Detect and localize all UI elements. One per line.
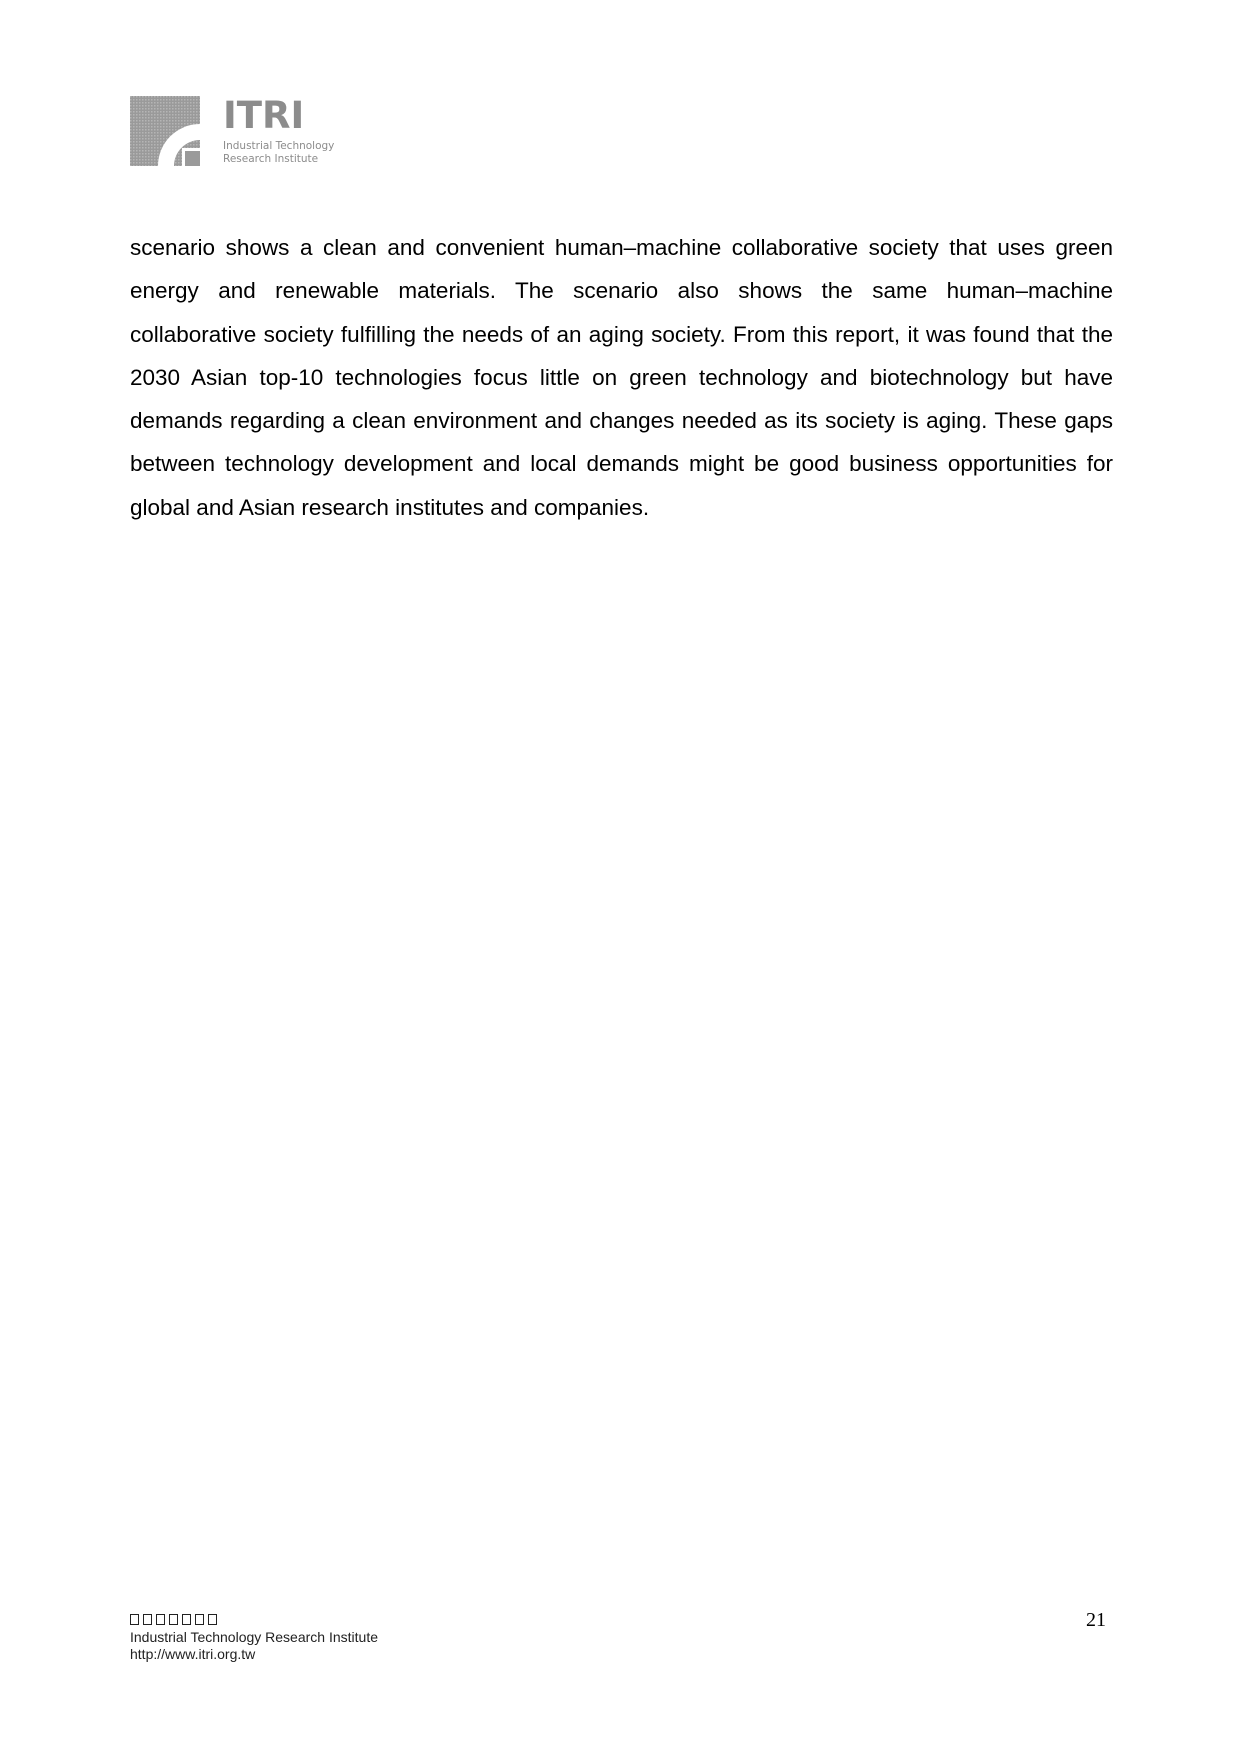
missing-glyph-box: [156, 1614, 165, 1625]
missing-glyph-box: [182, 1614, 191, 1625]
footer-institute-name: Industrial Technology Research Institute: [130, 1629, 378, 1645]
itri-emblem-icon: [130, 96, 200, 166]
missing-glyph-box: [208, 1614, 217, 1625]
missing-glyph-box: [130, 1614, 139, 1625]
missing-glyph-box: [169, 1614, 178, 1625]
footer-placeholder-glyphs: [130, 1612, 378, 1626]
footer: [130, 1612, 378, 1663]
body-paragraph: scenario shows a clean and convenient human–machine collaborative society that uses green energy and renewable materials. The scenario also shows the same human–machine collaborative society fulfilling the needs of an aging society. From this report, it was found that the 2030 Asian top-10 technologies focus little on green technology and biotechnology but have demands regarding a clean environment and changes needed as its society is aging. These gaps between technology development and local demands might be good business opportunities for global and Asian research institutes and companies.: [130, 235, 1113, 520]
footer-url: http://www.itri.org.tw: [130, 1646, 256, 1662]
logo-subtitle: [223, 140, 334, 166]
logo-subtitle-line1: Industrial Technology: [223, 140, 335, 152]
itri-logo: [130, 96, 352, 168]
page-number: 21: [1086, 1609, 1106, 1631]
missing-glyph-box: [195, 1614, 204, 1625]
missing-glyph-box: [143, 1614, 152, 1625]
logo-name: ITRI: [223, 94, 305, 137]
logo-subtitle-line2: Research Institute: [223, 153, 319, 165]
